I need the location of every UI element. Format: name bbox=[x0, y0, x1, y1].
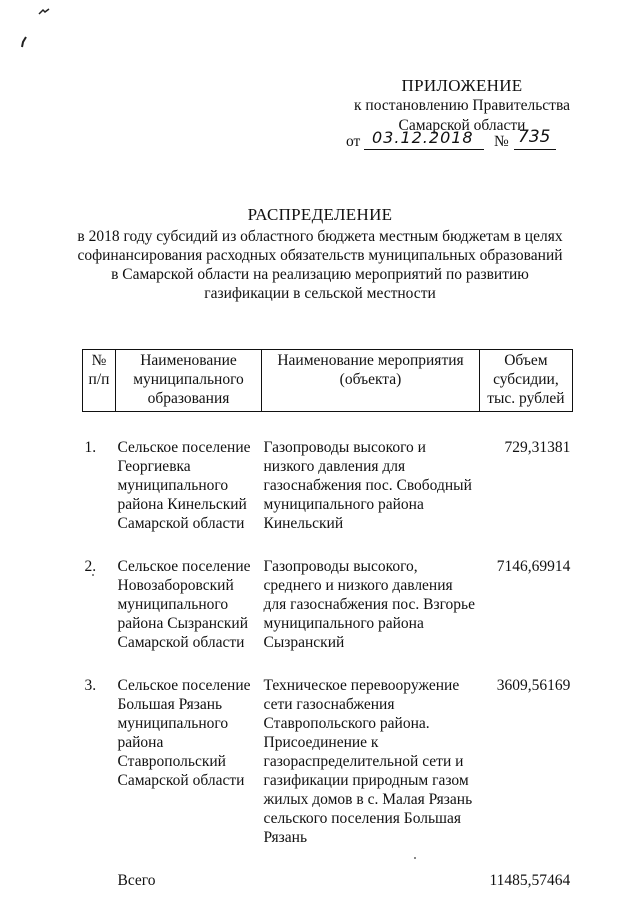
total-value: 11485,57464 bbox=[489, 872, 571, 889]
handwritten-date: 03.12.2018 bbox=[372, 128, 474, 147]
row-measure: Техническое перевооружение сети газоснабжения Ставропольского района. Присоединение к газораспределительной сети и газификации природным газом жилых домов в с. Малая Рязань сельского поселения Большая Рязань bbox=[263, 677, 473, 846]
appendix-line: Самарской области bbox=[398, 117, 526, 134]
header-municipality: Наименование муниципального образования bbox=[116, 350, 262, 412]
header-measure: Наименование мероприятия (объекта) bbox=[262, 350, 480, 412]
handwritten-number: 735 bbox=[518, 127, 551, 147]
header-amount: Объем субсидии, тыс. рублей bbox=[480, 350, 573, 412]
row-municipality: Сельское поселение Георгиевка муниципального района Кинельский Самарской области bbox=[117, 439, 251, 532]
row-municipality: Сельское поселение Большая Рязань муниципального района Ставропольский Самарской области bbox=[117, 677, 251, 789]
table-row bbox=[83, 557, 573, 652]
header-num: № п/п bbox=[83, 350, 116, 412]
appendix-line: к постановлению Правительства bbox=[354, 97, 570, 114]
row-num: 1. bbox=[84, 439, 97, 456]
title-line: софинансирования расходных обязательств муниципальных образований bbox=[77, 247, 563, 264]
subsidy-table bbox=[82, 349, 573, 890]
total-row bbox=[83, 871, 573, 890]
table-row bbox=[83, 676, 573, 847]
row-amount: 729,31381 bbox=[504, 439, 571, 456]
number-label: № bbox=[494, 133, 509, 150]
date-underline bbox=[364, 149, 484, 150]
row-num: 3. bbox=[84, 677, 97, 694]
number-underline bbox=[514, 149, 556, 150]
row-amount: 7146,69914 bbox=[496, 558, 571, 575]
title-line: газификации в сельской местности bbox=[204, 285, 436, 302]
total-label: Всего bbox=[117, 872, 156, 889]
pen-mark bbox=[38, 8, 50, 16]
date-number-line bbox=[346, 127, 566, 152]
row-municipality: Сельское поселение Новозаборовский муниципального района Сызранский Самарской области bbox=[117, 558, 251, 651]
table-header-row bbox=[83, 350, 573, 412]
table-row bbox=[83, 438, 573, 533]
appendix-title: ПРИЛОЖЕНИЕ bbox=[401, 76, 523, 95]
document-title: РАСПРЕДЕЛЕНИЕ bbox=[247, 205, 393, 224]
row-amount: 3609,56169 bbox=[496, 677, 571, 694]
from-label: от bbox=[346, 133, 361, 150]
pen-mark bbox=[20, 36, 28, 48]
document-heading bbox=[60, 205, 580, 303]
row-num: 2. bbox=[84, 558, 97, 575]
row-measure: Газопроводы высокого и низкого давления для газоснабжения пос. Свободный муниципального района Кинельский bbox=[263, 439, 472, 532]
title-line: в 2018 году субсидий из областного бюджета местным бюджетам в целях bbox=[77, 228, 563, 245]
row-measure: Газопроводы высокого, среднего и низкого давления для газоснабжения пос. Взгорье муниципального района Сызранский bbox=[263, 558, 476, 651]
title-line: в Самарской области на реализацию мероприятий по развитию bbox=[111, 266, 529, 283]
